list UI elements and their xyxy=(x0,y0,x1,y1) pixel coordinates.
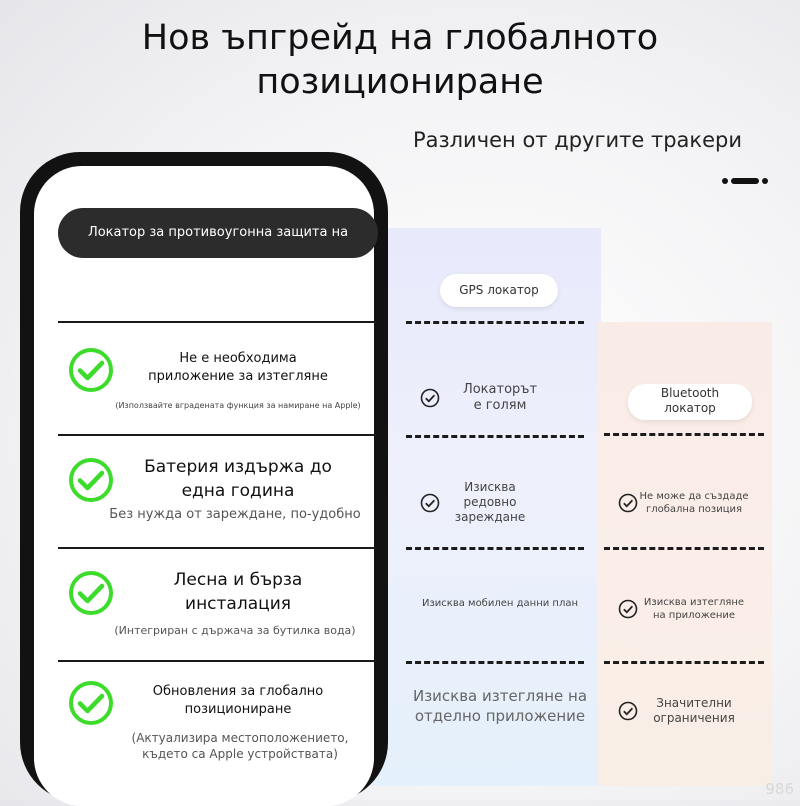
check-circle-icon xyxy=(618,599,638,619)
divider xyxy=(58,547,376,549)
check-circle-icon xyxy=(68,680,114,726)
page-title xyxy=(0,16,800,104)
gps-column xyxy=(372,228,601,786)
feature-note: (Интегриран с държача за бутилка вода) xyxy=(114,624,356,637)
check-circle-icon xyxy=(618,493,638,513)
divider xyxy=(604,547,764,550)
divider xyxy=(58,660,376,662)
check-circle-icon xyxy=(420,388,440,408)
gps-row-3: Изисква мобилен данни план xyxy=(421,598,578,609)
subtitle: Различен от другите тракери xyxy=(412,128,742,152)
check-circle-icon xyxy=(68,570,114,616)
bt-row-3: Значителни ограничения xyxy=(618,696,750,726)
card-header-button[interactable]: Локатор за противоугонна защита на велосипед xyxy=(58,208,378,258)
feature-note: Без нужда от зареждане, по-удобно xyxy=(109,507,361,522)
gps-row-1: Локаторът е голям xyxy=(420,382,560,414)
feature-note: (Актуализира местоположението, където са Apple устройствата) xyxy=(131,731,349,761)
feature-title: Не е необходима приложение за изтегляне xyxy=(148,351,328,384)
dots-decoration-icon xyxy=(722,178,768,184)
divider xyxy=(406,435,584,438)
feature-title: Батерия издържа до една година xyxy=(144,457,332,501)
bt-row-1: Не може да създаде глобална позиция xyxy=(618,490,750,516)
gps-row-2: Изисква редовно зареждане xyxy=(420,480,540,525)
divider xyxy=(604,661,764,664)
divider xyxy=(58,434,376,436)
gps-label: GPS локатор xyxy=(440,274,558,307)
feature-title: Лесна и бърза инсталация xyxy=(173,570,303,614)
title-line-2: позициониране xyxy=(256,62,544,102)
feature-title: Обновления за глобално позициониране xyxy=(152,684,324,717)
divider xyxy=(406,321,584,324)
watermark: 986 xyxy=(765,780,794,798)
divider xyxy=(406,547,584,550)
title-line-1: Нов ъпгрейд на глобалното xyxy=(141,18,659,58)
divider xyxy=(604,433,764,436)
check-circle-icon xyxy=(618,701,638,721)
gps-row-4: Изисква изтегляне на отделно приложение xyxy=(412,687,588,725)
feature-note: (Използвайте вградената функция за намиране на Apple) xyxy=(115,401,361,410)
check-circle-icon xyxy=(68,347,114,393)
divider xyxy=(58,321,376,323)
bluetooth-label: Bluetooth локатор xyxy=(628,384,752,420)
bt-row-2: Изисква изтегляне на приложение xyxy=(618,596,750,622)
check-circle-icon xyxy=(68,457,114,503)
bluetooth-column xyxy=(598,322,772,786)
divider xyxy=(406,661,584,664)
check-circle-icon xyxy=(420,493,440,513)
